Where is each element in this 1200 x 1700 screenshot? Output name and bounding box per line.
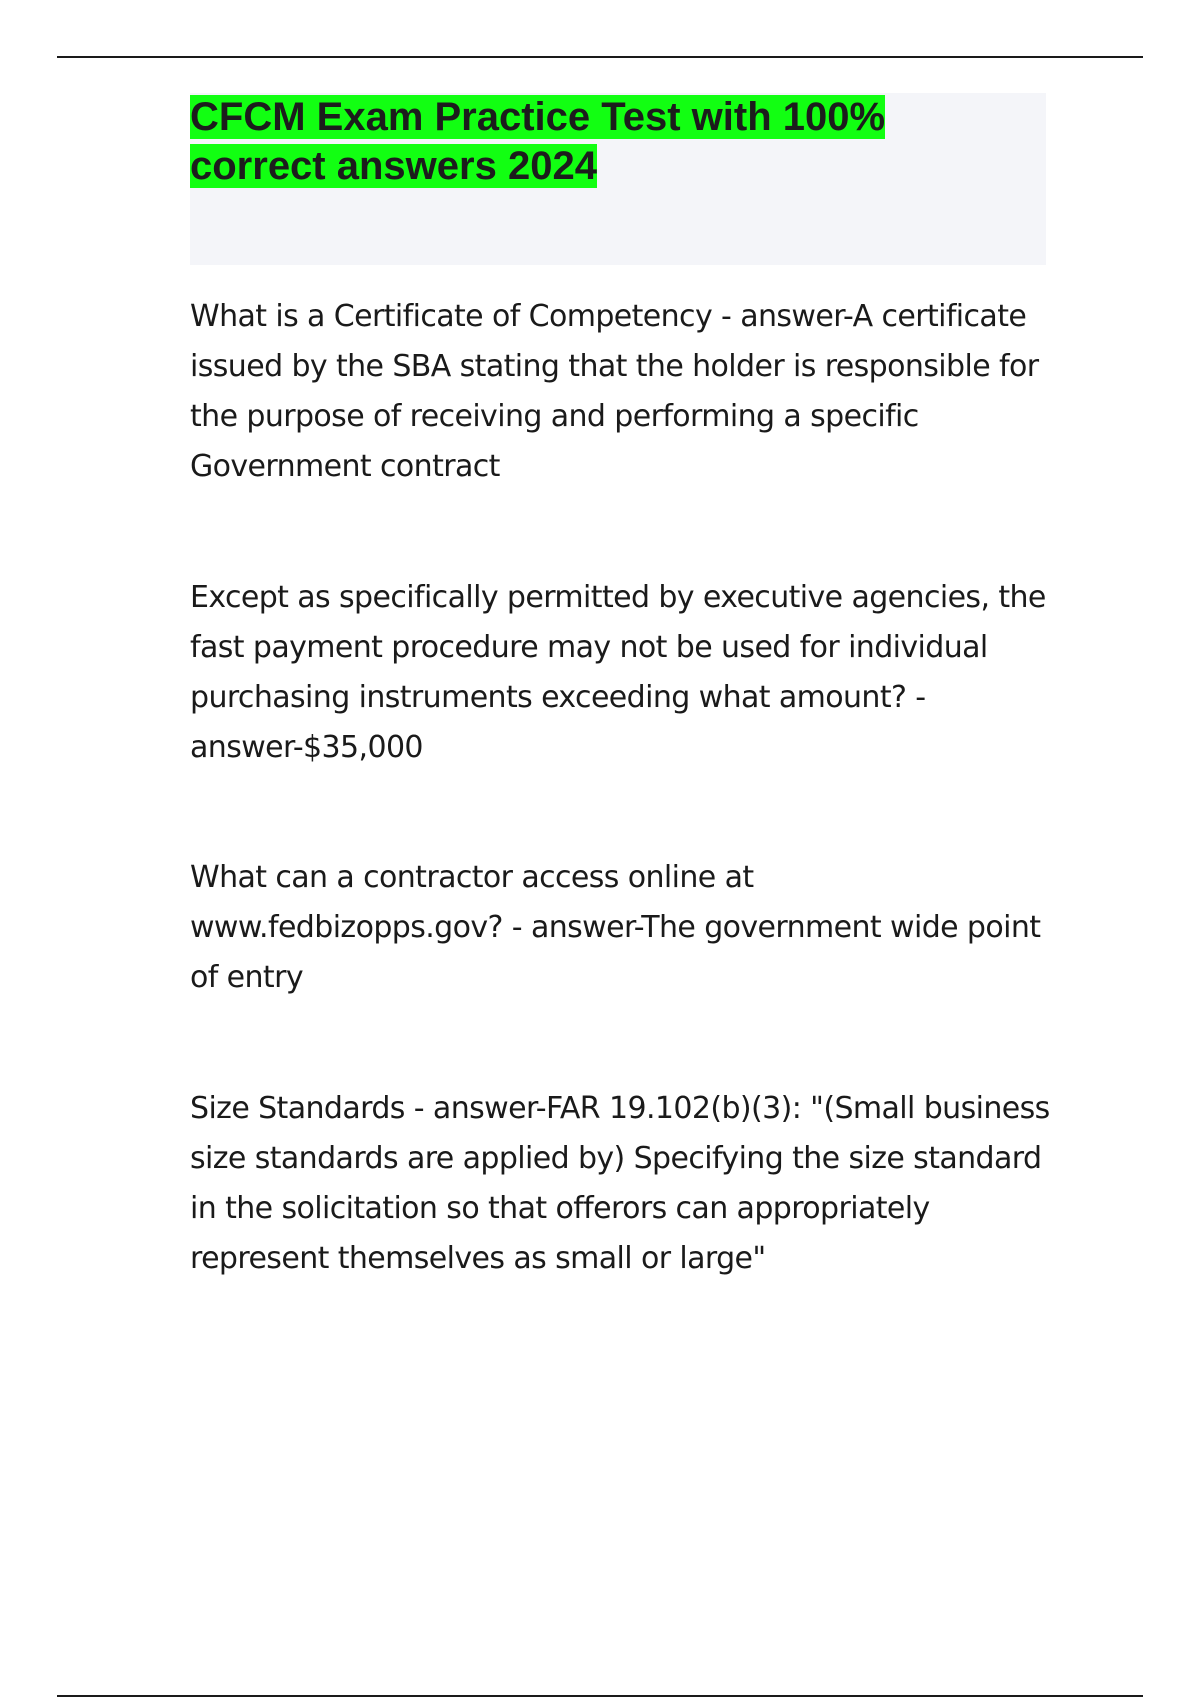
qa-item-2: Except as specifically permitted by executive agencies, the fast payment procedure may not be used for individual purchasing instruments exceeding what amount? - answer-$35,000 bbox=[190, 580, 1046, 765]
qa-item-4: Size Standards - answer-FAR 19.102(b)(3): "(Small business size standards are applied by) Specifying the size standard in the solicitation so that offerors can appropriately represent themselves as small or large" bbox=[190, 1091, 1050, 1276]
document-title-highlight: CFCM Exam Practice Test with 100% correct answers 2024 bbox=[190, 95, 886, 188]
qa-item-1: What is a Certificate of Competency - answer-A certificate issued by the SBA stating that the holder is responsible for the purpose of receiving and performing a specific Government contract bbox=[190, 299, 1039, 484]
bottom-rule bbox=[57, 1695, 1143, 1697]
top-rule bbox=[57, 56, 1143, 58]
qa-item-3: What can a contractor access online at www.fedbizopps.gov? - answer-The government wide point of entry bbox=[190, 860, 1041, 995]
title-block bbox=[190, 93, 1046, 265]
document-title bbox=[190, 93, 970, 191]
